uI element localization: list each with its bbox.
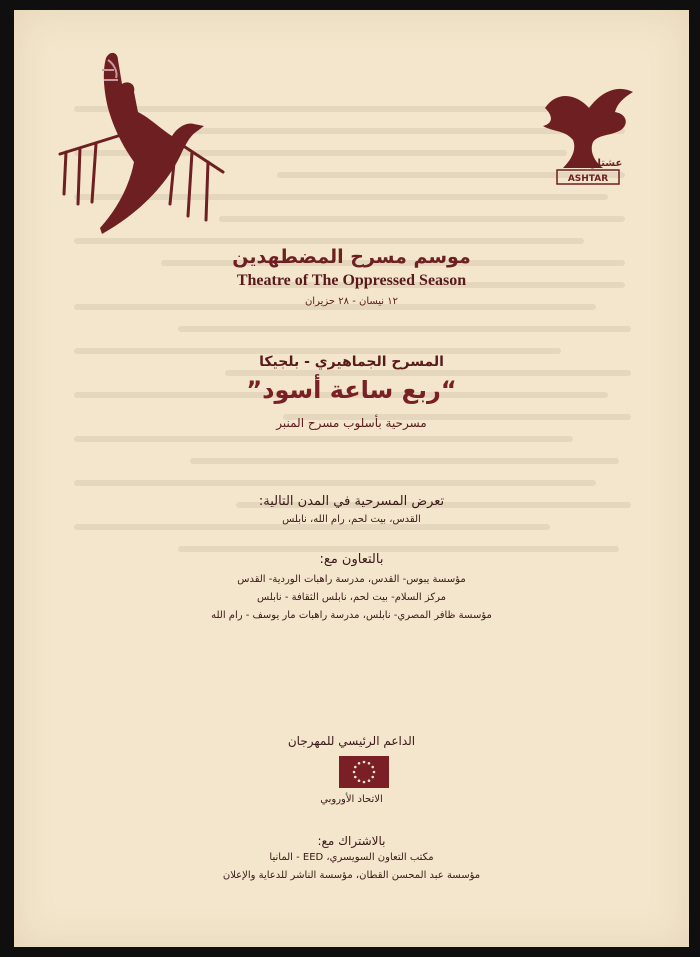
collaboration-line: مركز السلام- بيت لحم، نابلس الثقافة - نابلس xyxy=(257,592,446,603)
ashtar-logo xyxy=(537,80,637,190)
collaboration-heading: بالتعاون مع: xyxy=(319,552,384,567)
season-dates: ١٢ نيسان - ٢٨ حزيران xyxy=(304,296,399,307)
season-title-arabic: موسم مسرح المضطهدين xyxy=(232,246,471,268)
collaboration-line: مؤسسة يبوس- القدس، مدرسة راهبات الوردية- القدس xyxy=(237,574,466,585)
eu-flag-icon xyxy=(339,756,389,788)
play-subtitle: مسرحية بأسلوب مسرح المنبر xyxy=(276,416,427,430)
play-title: “ربع ساعة أسود” xyxy=(246,376,457,404)
ashtar-label: ASHTAR xyxy=(567,174,609,184)
partner-line: مكتب التعاون السويسري، EED - المانيا xyxy=(269,852,434,863)
theatre-company: المسرح الجماهيري - بلجيكا xyxy=(259,354,444,370)
hand-bird-logo xyxy=(58,44,238,244)
partner-line: مؤسسة عبد المحسن القطان، مؤسسة الناشر للدعاية والإعلان xyxy=(222,870,481,881)
collaboration-line: مؤسسة ظافر المصري- نابلس، مدرسة راهبات مار يوسف - رام الله xyxy=(211,610,492,621)
cities-list: القدس، بيت لحم، رام الله، نابلس xyxy=(282,514,421,525)
partners-heading: بالاشتراك مع: xyxy=(317,834,386,848)
season-title-english: Theatre of The Oppressed Season xyxy=(236,272,467,289)
program-sheet xyxy=(14,10,689,947)
main-sponsor-heading: الداعم الرئيسي للمهرجان xyxy=(287,734,416,748)
eu-caption: الاتحاد الأوروبي xyxy=(320,794,383,805)
ashtar-arabic: عشتار xyxy=(591,158,623,169)
cities-heading: تعرض المسرحية في المدن التالية: xyxy=(258,494,445,509)
